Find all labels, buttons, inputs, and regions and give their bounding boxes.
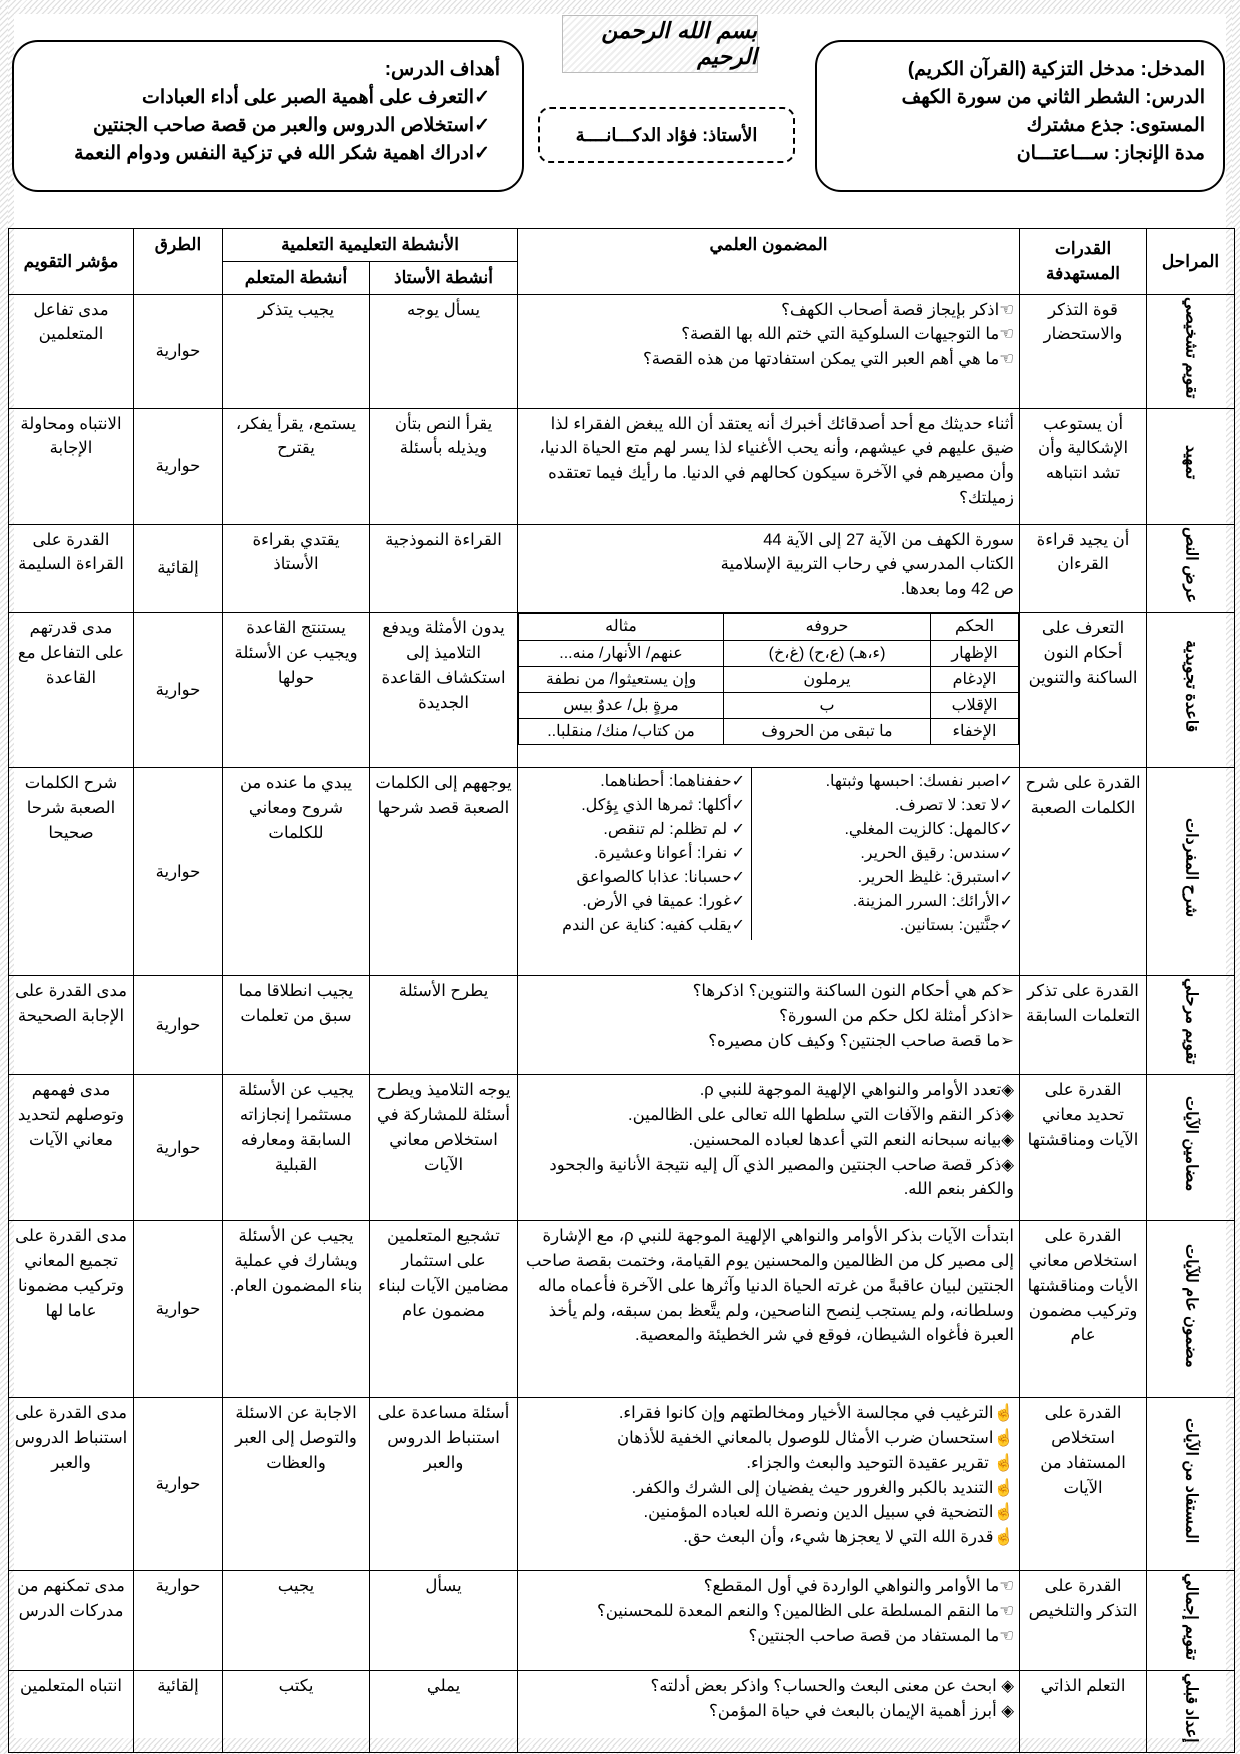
teacher-activity-cell: يوجههم إلى الكلمات الصعبة قصد شرحها [370, 768, 518, 976]
col-methods: الطرق [134, 229, 223, 295]
goal-item: ✓ادراك اهمية شكر الله في تزكية النفس ودوام النعمة [74, 143, 490, 164]
teacher-activity-cell: يوجه التلاميذ ويطرح أسئلة للمشاركة في استخلاص معاني الآيات [370, 1075, 518, 1221]
teacher-activity-cell: يطرح الأسئلة [370, 976, 518, 1075]
vocabulary-item: ✓حففناهما: أحطناهما. [600, 773, 746, 791]
content-line: ابتدأت الآيات بذكر الأوامر والنواهي الإلهية الموجهة للنبي ρ، مع الإشارة إلى مصير كل من الظالمين والمحسنين يوم القيامة، وختمت بقصة صاحب الجنتين لبيان عاقبةً من غرته الحياة الدنيا وآثرها على الآخرة فأعماه ماله وسلطانه، ولم يستجب لِنصح الناصحين، ولم يتَّعظ بمن سبقه، ولم يأخذ العبرة فأغواه الشيطان، فوقع في شر الخطيئة والمعصية. [525, 1227, 1015, 1345]
content-line: ◈ذكر قصة صاحب الجنتين والمصير الذي آل إليه نتيجة الأنانية والجحود والكفر بنعم الله. [549, 1155, 1015, 1199]
vocabulary-item: ✓استبرق: غليظ الحرير. [857, 869, 1014, 887]
teacher-box [538, 107, 795, 163]
stage-cell [1147, 294, 1235, 408]
learner-activity-cell: يجيب [223, 1571, 370, 1671]
stage-label: تقويم إجمالي [1182, 1573, 1200, 1661]
rules-cell: وإن يستعيثوا/ من نطفة [519, 666, 724, 692]
indicator-cell: مدى القدرة على تجميع المعاني وتركيب مضمونا عاما لها [9, 1221, 134, 1398]
content-cell [518, 768, 1020, 976]
rules-row [519, 692, 1019, 718]
content-cell [518, 1571, 1020, 1671]
indicator-cell: شرح الكلمات الصعبة شرحا صحيحا [9, 768, 134, 976]
stage-label: تقويم مرحلي [1182, 978, 1200, 1065]
stage-cell [1147, 1671, 1235, 1753]
method-cell: حوارية [134, 1398, 223, 1571]
content-line: ➢كم هي أحكام النون الساكنة والتنوين؟ اذكرها؟ [692, 982, 1015, 1001]
content-line: ☝الترغيب في مجالسة الأخيار ومخالطتهم وإن كانوا فقراء. [618, 1404, 1015, 1423]
col-learner-activities: أنشطة المتعلم [223, 261, 370, 294]
content-line: ☜ما هي أهم العبر التي يمكن استفادتها من هذه القصة؟ [642, 350, 1015, 368]
abilities-cell: القدرة على شرح الكلمات الصعبة [1020, 768, 1147, 976]
abilities-cell: القدرة على تحديد معاني الآيات ومناقشتها [1020, 1075, 1147, 1221]
rules-header-cell: الحكم [931, 614, 1019, 640]
vocabulary-item: ✓أكلها: ثمرها الذي يِؤكل. [581, 797, 746, 815]
lesson-info-box [815, 40, 1225, 192]
table-row [9, 294, 1235, 408]
stage-cell [1147, 408, 1235, 524]
rules-row [519, 719, 1019, 745]
abilities-cell: القدرة على التذكر والتلخيص [1020, 1571, 1147, 1671]
content-line: ➢ما قصة صاحب الجنتين؟ وكيف كان مصيره؟ [708, 1031, 1015, 1050]
table-row [9, 1571, 1235, 1671]
tajweed-rules-table [518, 613, 1019, 745]
rules-header-cell: مثاله [519, 614, 724, 640]
stage-label: قاعدة تجويدية [1182, 640, 1200, 733]
content-line: ☜ما المستفاد من قصة صاحب الجنتين؟ [748, 1626, 1015, 1645]
indicator-cell: مدى القدرة على الإجابة الصحيحة [9, 976, 134, 1075]
stage-cell [1147, 1571, 1235, 1671]
content-line: ➢اذكر أمثلة لكل حكم من السورة؟ [779, 1007, 1015, 1026]
table-row [9, 1671, 1235, 1753]
vocabulary-item: ✓الأرائك: السرر المزينة. [852, 893, 1014, 911]
learner-activity-cell: يستنتج القاعدة ويجيب عن الأسئلة حولها [223, 613, 370, 768]
vocabulary-item: ✓ لم تظلم: لم تنقص. [603, 821, 746, 839]
teacher-activity-cell: يسأل يوجه [370, 294, 518, 408]
content-cell [518, 613, 1020, 768]
rules-cell: مرةٍ بل/ عدوٌ بيس [519, 692, 724, 718]
col-abilities: القدرات المستهدفة [1020, 229, 1147, 295]
method-cell: حوارية [134, 294, 223, 408]
rules-cell: ما تبقى من الحروف [724, 719, 931, 745]
teacher-activity-cell: يدون الأمثلة ويدفع التلاميذ إلى استكشاف القاعدة الجديدة [370, 613, 518, 768]
table-row [9, 1221, 1235, 1398]
method-cell: حوارية [134, 1571, 223, 1671]
teacher-activity-cell: يقرأ النص بتأن ويذيله بأسئلة [370, 408, 518, 524]
content-cell [518, 1075, 1020, 1221]
vocabulary-item: ✓حسبانا: عذابا كالصواعق [576, 869, 746, 887]
vocabulary-columns [518, 768, 1019, 940]
table-row [9, 613, 1235, 768]
content-line: الكتاب المدرسي في رحاب التربية الإسلامية [720, 555, 1015, 574]
content-cell [518, 1671, 1020, 1753]
vocabulary-item: ✓ نفرا: أعوانا وعشيرة. [593, 845, 746, 863]
indicator-cell: مدى تفاعل المتعلمين [9, 294, 134, 408]
method-cell: حوارية [134, 1075, 223, 1221]
rules-header-cell: حروفه [724, 614, 931, 640]
abilities-cell: أن يجيد قراءة القرءان [1020, 524, 1147, 613]
content-cell [518, 1398, 1020, 1571]
learner-activity-cell: يستمع، يقرأ يفكر، يقترح [223, 408, 370, 524]
vocabulary-column-right [751, 768, 1019, 940]
lesson-plan-table [8, 228, 1235, 1753]
content-cell [518, 1221, 1020, 1398]
goal-item: ✓استخلاص الدروس والعبر من قصة صاحب الجنتين [92, 115, 490, 136]
stage-cell [1147, 1221, 1235, 1398]
rules-cell: (ء،هـ) (ع،ح) (غ،خ) [724, 640, 931, 666]
stage-label: إعداد قبلي [1182, 1673, 1200, 1743]
stage-cell [1147, 1398, 1235, 1571]
abilities-cell: أن يستوعب الإشكالية وأن تشد انتباهه [1020, 408, 1147, 524]
stage-cell [1147, 524, 1235, 613]
table-row [9, 1398, 1235, 1571]
table-row [9, 1075, 1235, 1221]
content-line: ☜ما الأوامر والنواهي الواردة في أول المقطع؟ [703, 1577, 1015, 1596]
abilities-cell: قوة التذكر والاستحضار [1020, 294, 1147, 408]
indicator-cell: مدى تمكنهم من مدركات الدرس [9, 1571, 134, 1671]
stage-label: عرض النص [1182, 526, 1200, 603]
teacher-activity-cell: القراءة النموذجية [370, 524, 518, 613]
teacher-activity-cell: يسأل [370, 1571, 518, 1671]
method-cell: حوارية [134, 768, 223, 976]
rules-header-row [519, 614, 1019, 640]
col-activities: الأنشطة التعليمية التعلمية [223, 229, 518, 262]
stage-label: مضمون عام للآيات [1182, 1243, 1200, 1368]
content-line: ☜ما النقم المسلطة على الظالمين؟ والنعم المعدة للمحسنين؟ [596, 1602, 1015, 1621]
vocabulary-item: ✓يقلب كفيه: كناية عن الندم [562, 917, 746, 935]
abilities-cell: القدرة على استخلاص المستفاد من الآيات [1020, 1398, 1147, 1571]
info-duration: مدة الإنجاز: ســـاعتـــان [1016, 143, 1205, 164]
content-line: ◈تعدد الأوامر والنواهي الإلهية الموجهة للنبي ρ. [699, 1081, 1015, 1100]
content-line: سورة الكهف من الآية 27 إلى الآية 44 [763, 530, 1015, 549]
method-cell: حوارية [134, 1221, 223, 1398]
content-line: ◈بيانه سبحانه النعم التي أعدها لعباده المحسنين. [688, 1130, 1015, 1149]
stage-cell [1147, 976, 1235, 1075]
method-cell: إلقائية [134, 1671, 223, 1753]
learner-activity-cell: يكتب [223, 1671, 370, 1753]
teacher-activity-cell: تشجيع المتعلمين على استثمار مضامين الآيات لبناء مضمون عام [370, 1221, 518, 1398]
rules-cell: ب [724, 692, 931, 718]
learner-activity-cell: يجيب يتذكر [223, 294, 370, 408]
vocabulary-item: ✓كالمهل: كالزيت المغلي. [844, 821, 1014, 839]
rules-cell: الإظهار [931, 640, 1019, 666]
stage-label: تقويم تشخيصي [1182, 296, 1200, 398]
method-cell: حوارية [134, 976, 223, 1075]
method-cell: حوارية [134, 408, 223, 524]
method-cell: حوارية [134, 613, 223, 768]
content-cell [518, 408, 1020, 524]
learner-activity-cell: يجيب انطلاقا مما سبق من تعلمات [223, 976, 370, 1075]
indicator-cell: القدرة على القراءة السليمة [9, 524, 134, 613]
content-line: ☜اذكر بإيجاز قصة أصحاب الكهف؟ [781, 300, 1015, 319]
rules-row [519, 640, 1019, 666]
table-row [9, 976, 1235, 1075]
indicator-cell: مدى قدرتهم على التفاعل مع القاعدة [9, 613, 134, 768]
stage-label: شرح المفردات [1182, 818, 1200, 918]
content-cell [518, 524, 1020, 613]
rules-cell: من كتاب/ منك/ منقلبا.. [519, 719, 724, 745]
stage-label: مضامين الآيات [1182, 1096, 1200, 1192]
vocabulary-item: ✓جنَّتين: بستانين. [899, 917, 1014, 935]
bismillah-text: بسم الله الرحمن الرحيم [601, 18, 757, 70]
abilities-cell: القدرة على تذكر التعلمات السابقة [1020, 976, 1147, 1075]
lesson-goals-box [12, 40, 524, 192]
info-level: المستوى: جذع مشترك [1026, 115, 1205, 136]
indicator-cell: مدى القدرة على استنباط الدروس والعبر [9, 1398, 134, 1571]
learner-activity-cell: يجيب عن الأسئلة ويشارك في عملية بناء المضمون العام. [223, 1221, 370, 1398]
stage-label: المستفاد من الآيات [1182, 1417, 1200, 1544]
abilities-cell: القدرة على استخلاص معاني الأيات ومناقشتها وتركيب مضمون عام [1020, 1221, 1147, 1398]
col-stages: المراحل [1147, 229, 1235, 295]
vocabulary-item: ✓اصبر نفسك: احبسها وثبتها. [825, 773, 1014, 791]
vocabulary-item: ✓غورا: عميقا في الأرض. [582, 893, 746, 911]
method-cell: إلقائية [134, 524, 223, 613]
info-lesson: الدرس: الشطر الثاني من سورة الكهف [901, 87, 1205, 108]
goals-title: أهداف الدرس: [384, 59, 500, 80]
content-line: ◈ذكر النقم والآفات التي سلطها الله تعالى على الظالمين. [628, 1106, 1015, 1125]
vocabulary-column-left [518, 768, 751, 940]
content-cell [518, 976, 1020, 1075]
bismillah-calligraphy [562, 15, 758, 73]
col-teacher-activities: أنشطة الأستاذ [370, 261, 518, 294]
teacher-activity-cell: يملي [370, 1671, 518, 1753]
stage-cell [1147, 768, 1235, 976]
abilities-cell: التعرف على أحكام النون الساكنة والتنوين [1020, 613, 1147, 768]
vocabulary-item: ✓سندس: رقيق الحرير. [860, 845, 1014, 863]
col-content: المضمون العلمي [518, 229, 1020, 295]
stage-label: تمهيد [1182, 445, 1200, 480]
table-row [9, 524, 1235, 613]
content-line: ☜ما التوجيهات السلوكية التي ختم الله بها القصة؟ [681, 325, 1015, 344]
content-line: أثناء حديثك مع أحد أصدقائك أخبرك أنه يعتقد أن الله يبغض الفقراء لذا ضيق عليهم في عيشهم، وأنه يحب الأغنياء لذا يسر لهم متع الحياة الدنيا، وأن مصيرهم في الآخرة سيكون كحالهم في الدنيا. ما رأيك فيما تعتقده زميلتك؟ [539, 414, 1015, 507]
rules-cell: الإقلاب [931, 692, 1019, 718]
content-line: ◈ أبرز أهمية الإيمان بالبعث في حياة المؤمن؟ [708, 1701, 1015, 1720]
rules-cell: الإخفاء [931, 719, 1019, 745]
indicator-cell: مدى فهمهم وتوصلهم لتحديد معاني الآيات [9, 1075, 134, 1221]
goal-item: ✓التعرف على أهمية الصبر على أداء العبادات [142, 87, 490, 108]
indicator-cell: الانتباه ومحاولة الإجابة [9, 408, 134, 524]
vocabulary-item: ✓لا تعد: لا تصرف. [894, 797, 1014, 815]
col-indicator: مؤشر التقويم [9, 229, 134, 295]
rules-row [519, 666, 1019, 692]
content-line: ☝قدرة الله التي لا يعجزها شيء، وأن البعث حق. [683, 1528, 1015, 1547]
stage-cell [1147, 613, 1235, 768]
content-line: ☝التضحية في سبيل الدين ونصرة الله لعباده المؤمنين. [643, 1503, 1015, 1522]
stage-cell [1147, 1075, 1235, 1221]
content-line: ☝ تقرير عقيدة التوحيد والبعث والجزاء. [746, 1453, 1015, 1472]
teacher-name: الأستاذ: فؤاد الدكـــانــــة [575, 124, 758, 145]
learner-activity-cell: يقتدي بقراءة الأستاذ [223, 524, 370, 613]
teacher-activity-cell: أسئلة مساعدة على استنباط الدروس والعبر [370, 1398, 518, 1571]
content-line: ☝استحسان ضرب الأمثال للوصول بالمعاني الخفية للأذهان [617, 1429, 1015, 1448]
content-line: ◈ ابحث عن معنى البعث والحساب؟ واذكر بعض أدلته؟ [650, 1677, 1015, 1696]
learner-activity-cell: يجيب عن الأسئلة مستثمرا إنجازاته السابقة ومعارفه القبلية [223, 1075, 370, 1221]
content-cell [518, 294, 1020, 408]
table-row [9, 768, 1235, 976]
indicator-cell: انتباه المتعلمين [9, 1671, 134, 1753]
abilities-cell: التعلم الذاتي [1020, 1671, 1147, 1753]
table-row [9, 408, 1235, 524]
info-field: المدخل: مدخل التزكية (القرآن الكريم) [907, 59, 1205, 80]
rules-cell: الإدغام [931, 666, 1019, 692]
learner-activity-cell: الاجابة عن الاسئلة والتوصل إلى العبر والعظات [223, 1398, 370, 1571]
content-line: ص 42 وما بعدها. [900, 580, 1015, 599]
rules-cell: عنهم/ الأنهار/ منه... [519, 640, 724, 666]
rules-cell: يرملون [724, 666, 931, 692]
content-line: ☝التنديد بالكبر والغرور حيث يفضيان إلى الشرك والكفر. [631, 1478, 1015, 1497]
learner-activity-cell: يبدي ما عنده من شروح ومعاني للكلمات [223, 768, 370, 976]
